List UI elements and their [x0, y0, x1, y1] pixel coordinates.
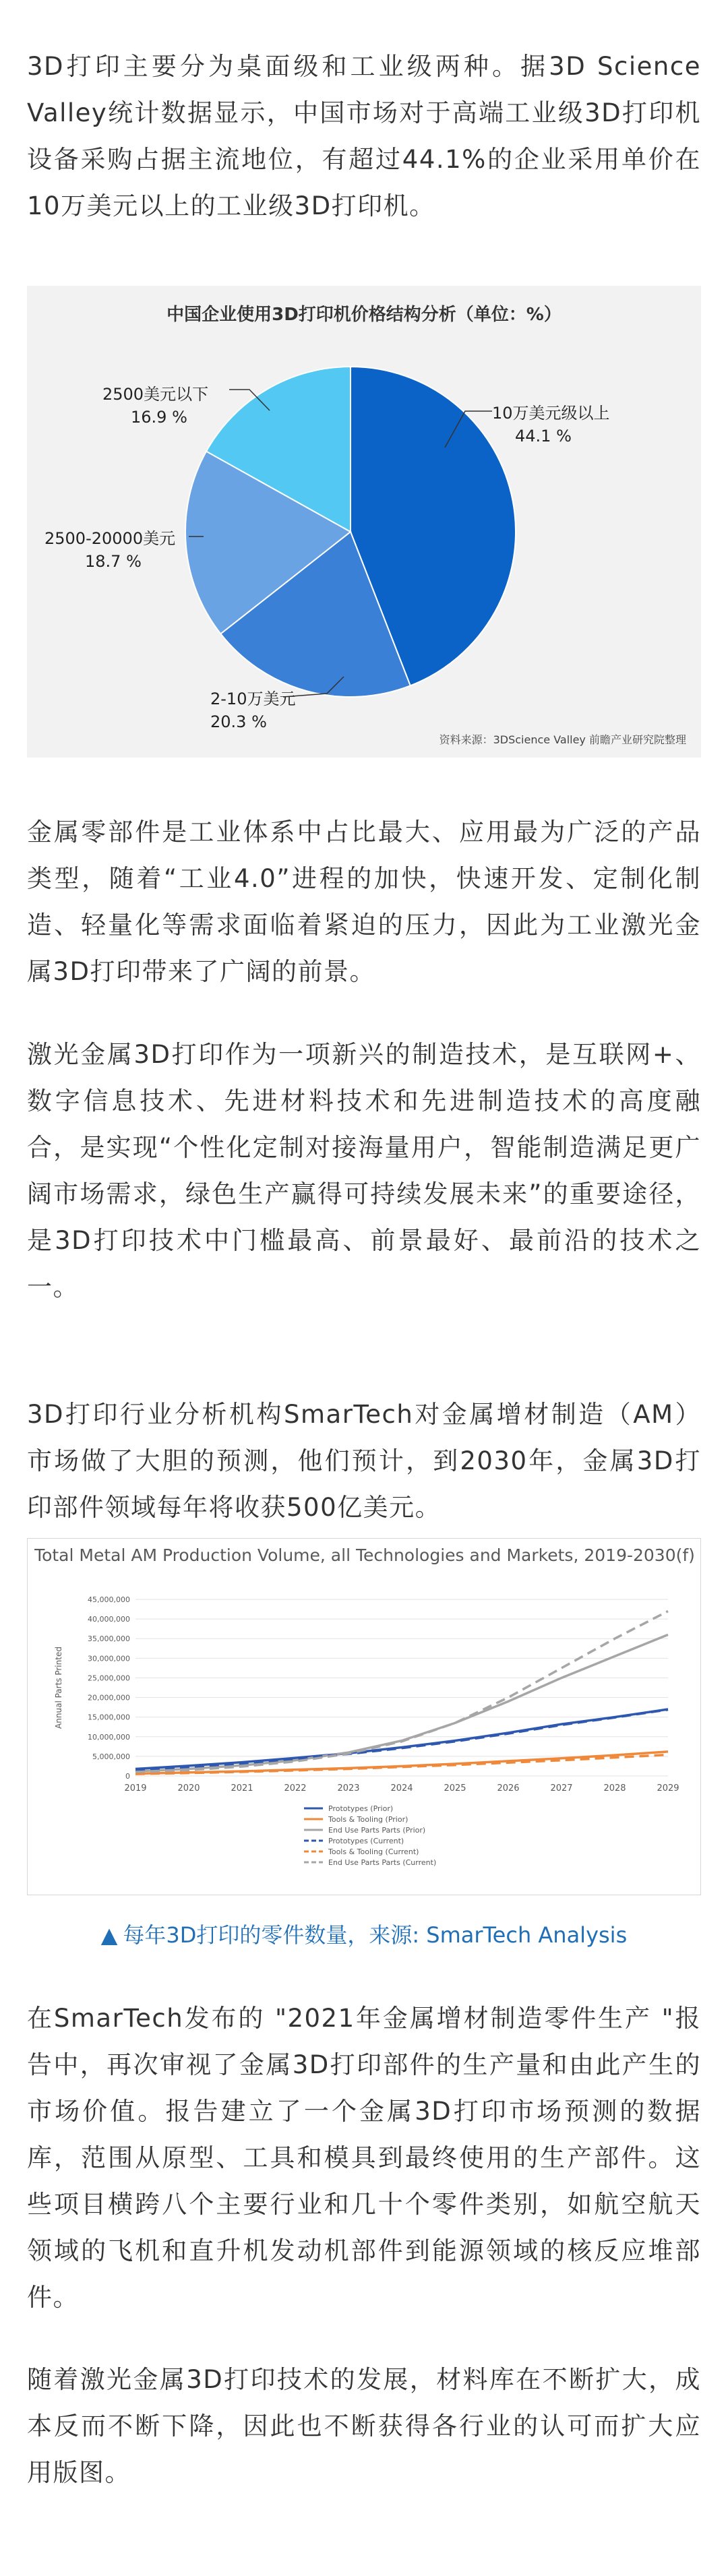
materials-paragraph: 随着激光金属3D打印技术的发展，材料库在不断扩大，成本反而不断下降，因此也不断获得各行业的认可而扩大应用版图。	[27, 2365, 701, 2487]
pie-chart-title: 中国企业使用3D打印机价格结构分析（单位：%）	[166, 305, 562, 325]
pie-label-2500-20000	[44, 527, 175, 573]
pie-label-under-2500	[102, 383, 208, 429]
legend-entry: End Use Parts Parts (Prior)	[328, 1826, 426, 1835]
x-tick-label: 2028	[603, 1783, 626, 1793]
pie-chart-source: 资料来源：3DScience Valley 前瞻产业研究院整理	[439, 733, 686, 746]
y-tick-label: 15,000,000	[88, 1713, 130, 1722]
series-line-2	[135, 1634, 668, 1771]
x-tick-label: 2027	[550, 1783, 573, 1793]
triangle-up-icon: ▲	[100, 1922, 118, 1948]
x-tick-label: 2024	[390, 1783, 413, 1793]
metal-parts-paragraph: 金属零部件是工业体系中占比最大、应用最为广泛的产品类型，随着“工业4.0”进程的加快，快速开发、定制化制造、轻量化等需求面临着紧迫的压力，因此为工业激光金属3D打印带来了广阔的前景。	[27, 818, 701, 986]
pie-label-under-2500-name: 2500美元以下	[102, 385, 209, 404]
legend-entry: Tools & Tooling (Current)	[328, 1847, 419, 1856]
y-tick-label: 30,000,000	[88, 1654, 130, 1663]
pie-label-20k-100k	[210, 687, 295, 733]
y-tick-label: 35,000,000	[88, 1634, 130, 1644]
pie-label-2500-20000-value: 18.7 %	[85, 552, 142, 571]
y-tick-label: 45,000,000	[88, 1595, 130, 1604]
legend-entry: Prototypes (Current)	[328, 1837, 404, 1845]
line-chart-caption	[27, 1918, 701, 1949]
price-structure-pie-figure	[27, 286, 701, 758]
x-tick-label: 2025	[444, 1783, 466, 1793]
x-tick-label: 2023	[337, 1783, 360, 1793]
line-chart-caption-text: 每年3D打印的零件数量，来源: SmarTech Analysis	[123, 1922, 628, 1948]
legend-entry: End Use Parts Parts (Current)	[328, 1858, 437, 1867]
pie-label-20k-100k-value: 20.3 %	[210, 712, 267, 731]
y-tick-label: 5,000,000	[92, 1752, 130, 1761]
line-chart	[28, 1539, 700, 1895]
pie-label-under-2500-value: 16.9 %	[131, 408, 187, 427]
x-tick-label: 2021	[231, 1783, 253, 1793]
pie-label-2500-20000-name: 2500-20000美元	[44, 529, 176, 548]
line-chart-title: Total Metal AM Production Volume, all Technologies and Markets, 2019-2030(f)	[34, 1545, 695, 1565]
x-tick-label: 2026	[497, 1783, 520, 1793]
pie-label-over-100k-value: 44.1 %	[515, 427, 572, 446]
pie-label-over-100k	[492, 402, 610, 448]
laser-metal-paragraph: 激光金属3D打印作为一项新兴的制造技术，是互联网+、数字信息技术、先进材料技术和先进制造技术的高度融合，是实现“个性化定制对接海量用户，智能制造满足更广阔市场需求，绿色生产赢得可持续发展未来”的重要途径，是3D打印技术中门槛最高、前景最好、最前沿的技术之一。	[27, 1040, 701, 1301]
report-paragraph: 在SmarTech发布的 "2021年金属增材制造零件生产 "报告中，再次审视了金属3D打印部件的生产量和由此产生的市场价值。报告建立了一个金属3D打印市场预测的数据库，范围从原型、工具和模具到最终使用的生产部件。这些项目横跨八个主要行业和几十个零件类别，如航空航天领域的飞机和直升机发动机部件到能源领域的核反应堆部件。	[27, 2004, 701, 2312]
series-line-1	[135, 1752, 668, 1774]
x-tick-label: 2029	[657, 1783, 679, 1793]
y-tick-label: 10,000,000	[88, 1732, 130, 1742]
legend-entry: Tools & Tooling (Prior)	[328, 1815, 408, 1824]
x-tick-label: 2020	[177, 1783, 200, 1793]
y-tick-label: 25,000,000	[88, 1674, 130, 1683]
pie-label-20k-100k-name: 2-10万美元	[210, 689, 296, 708]
legend-entry: Prototypes (Prior)	[328, 1804, 394, 1813]
production-volume-line-figure	[27, 1538, 701, 1895]
intro-paragraph: 3D打印主要分为桌面级和工业级两种。据3D Science Valley统计数据显示，中国市场对于高端工业级3D打印机设备采购占据主流地位，有超过44.1%的企业采用单价在10万美元以上的工业级3D打印机。	[27, 52, 701, 220]
pie-label-over-100k-name: 10万美元级以上	[492, 404, 610, 423]
pie-chart	[27, 286, 701, 758]
y-tick-label: 0	[125, 1772, 130, 1781]
y-tick-label: 20,000,000	[88, 1693, 130, 1703]
x-tick-label: 2022	[284, 1783, 307, 1793]
y-tick-label: 40,000,000	[88, 1615, 130, 1624]
x-tick-label: 2019	[124, 1783, 147, 1793]
smartech-forecast-paragraph: 3D打印行业分析机构SmarTech对金属增材制造（AM）市场做了大胆的预测，他们预计，到2030年，金属3D打印部件领域每年将收获500亿美元。	[27, 1400, 701, 1522]
y-axis-label: Annual Parts Printed	[54, 1647, 63, 1729]
